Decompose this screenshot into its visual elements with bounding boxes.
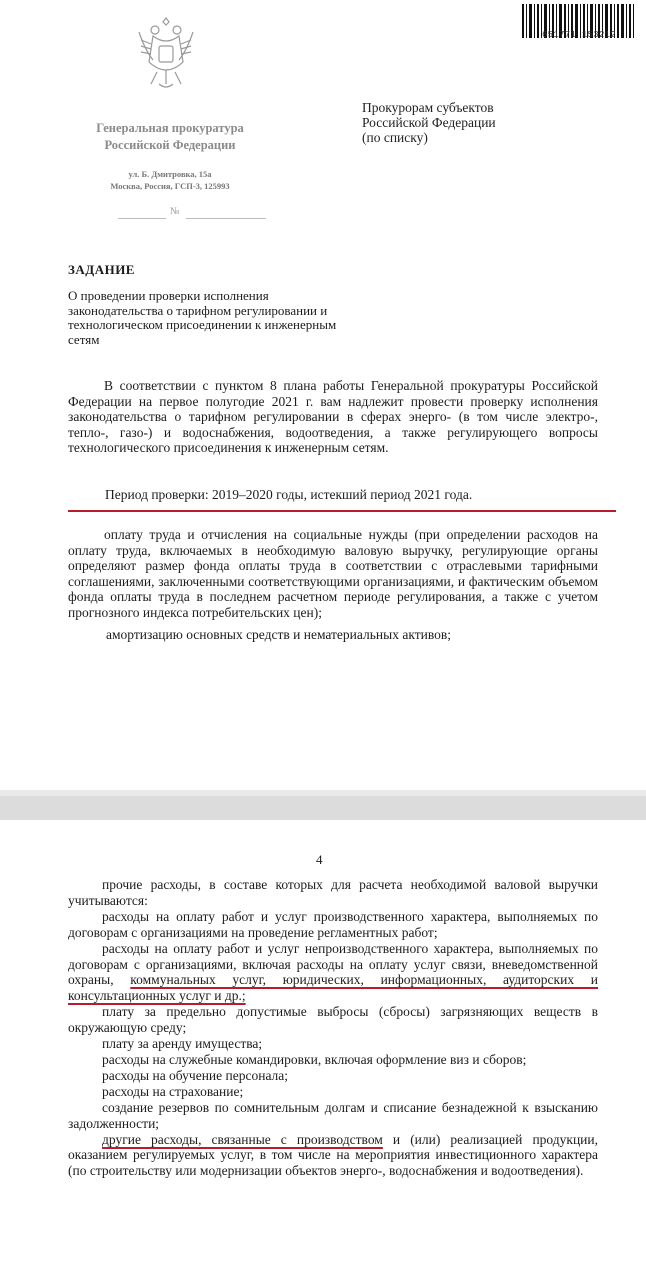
list-item: плату за аренду имущества; — [102, 1036, 263, 1052]
period-paragraph: Период проверки: 2019–2020 годы, истекший период 2021 года. — [105, 487, 473, 502]
highlighted-text: коммунальных услуг, юридических, информационных, аудиторских и консультационных услуг и др.; — [68, 972, 598, 1004]
document-subject: О проведении проверки исполнения законодательства о тарифном регулировании и технологическом присоединении к инженерным сетям — [68, 288, 337, 347]
number-sign: № — [170, 206, 180, 217]
list-item-text: расходы на оплату работ и услуг непроизводственного характера, выполняемых по договорам с организациями, включая расходы на оплату услуг связи, вневедомственной охраны, — [68, 940, 598, 988]
document-number-field — [118, 206, 268, 220]
address-line: Москва, Россия, ГСП-3, 125993 — [110, 181, 230, 191]
list-item: расходы на страхование; — [102, 1083, 244, 1099]
organization-line: Генеральная прокуратура — [96, 121, 244, 135]
barcode-number: 651771 153212 — [541, 30, 617, 40]
intro-paragraph: В соответствии с пунктом 8 плана работы Генеральной прокуратуры Российской Федерации на первое полугодие 2021 г. вам надлежит провести проверку исполнения законодательства о тарифном регулировании в сферах энерго- (в том числе электро-, тепло-, газо-) и водоснабжения, водоотведения, а также регулирующего вопросы технологического присоединения к инженерным сетям. — [68, 378, 598, 456]
page-separator — [0, 790, 646, 820]
list-item-text: и (или) реализацией продукции, оказанием регулируемых услуг, в том числе на мероприятия инвестиционного характера (по строительству или модернизации объектов энерго-, водоснабжения и водоотведения). — [68, 1131, 599, 1179]
highlighted-text: другие расходы, связанные с производством — [102, 1131, 383, 1147]
list-item: расходы на служебные командировки, включая оформление виз и сборов; — [102, 1051, 527, 1067]
recipient-line: Прокурорам субъектов — [362, 100, 494, 115]
page-number: 4 — [316, 852, 323, 867]
list-item: расходы на обучение персонала; — [102, 1067, 289, 1083]
list-item: прочие расходы, в составе которых для расчета необходимой валовой выручки учитываются: — [68, 877, 598, 908]
page-4-content — [68, 877, 598, 1179]
list-item — [68, 1132, 598, 1180]
organization-name — [60, 120, 280, 154]
list-item: плату за предельно допустимые выбросы (сбросы) загрязняющих веществ в окружающую среду; — [68, 1004, 598, 1036]
coat-of-arms-icon — [135, 12, 197, 104]
list-item: расходы на оплату работ и услуг производственного характера, выполняемых по договорам с организациями на проведение регламентных работ; — [68, 908, 598, 940]
labor-costs-paragraph: оплату труда и отчисления на социальные нужды (при определении расходов на оплату труда, включаемых в необходимую валовую выручку, регулирующие органы определяют размер фонда оплаты труда в соответствии с отраслевыми тарифными соглашениями, заключенными соответствующими организациями, и фактическим объемом фонда оплаты труда в последнем расчетном периоде регулирования, а также с учетом прогнозного индекса потребительских цен); — [68, 527, 598, 620]
address-line: ул. Б. Дмитровка, 15а — [128, 169, 212, 179]
organization-address — [80, 168, 260, 192]
list-item: создание резервов по сомнительным долгам и списание безнадежной к взысканию задолженности; — [68, 1099, 598, 1131]
recipient-block — [362, 100, 602, 145]
red-divider-line — [68, 510, 616, 512]
recipient-line: (по списку) — [362, 130, 428, 145]
recipient-line: Российской Федерации — [362, 115, 496, 130]
amortization-paragraph: амортизацию основных средств и нематериальных активов; — [106, 627, 451, 642]
organization-line: Российской Федерации — [104, 138, 236, 152]
list-item — [68, 941, 598, 1005]
document-title: ЗАДАНИЕ — [68, 262, 135, 277]
